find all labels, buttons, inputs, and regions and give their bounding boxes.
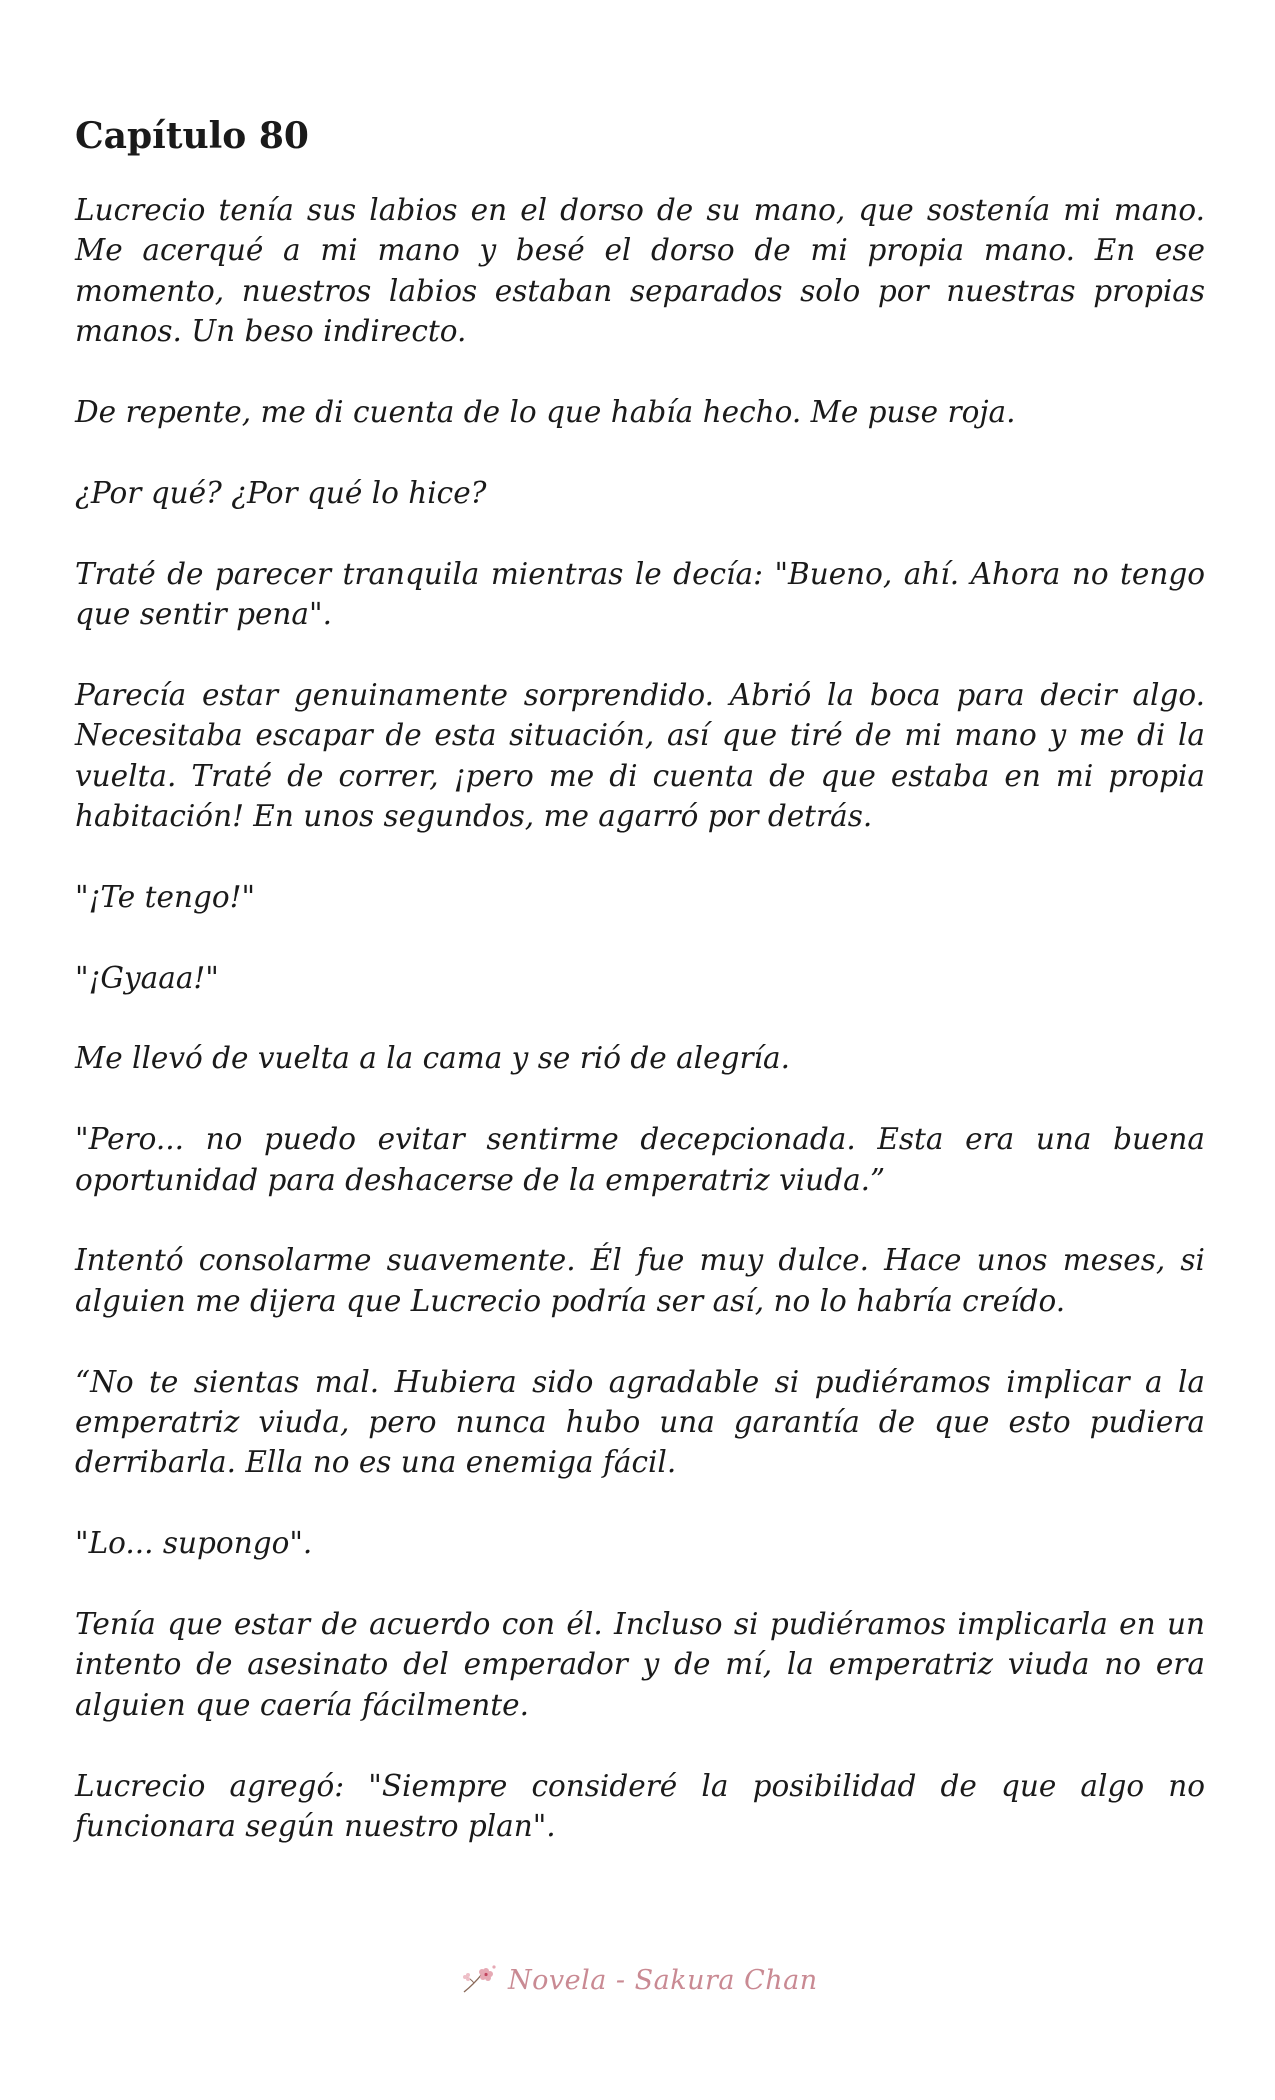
chapter-title: Capítulo 80 <box>75 115 309 157</box>
paragraph: Me llevó de vuelta a la cama y se rió de alegría. <box>75 1041 790 1076</box>
paragraph: Intentó consolarme suavemente. Él fue muy dulce. Hace unos meses, si alguien me dijera que Lucrecio podría ser así, no lo habría creído. <box>75 1243 1205 1318</box>
paragraph: "Pero... no puedo evitar sentirme decepcionada. Esta era una buena oportunidad para deshacerse de la emperatriz viuda.” <box>75 1122 1205 1197</box>
paragraph: "¡Te tengo!" <box>75 879 256 914</box>
paragraph: Parecía estar genuinamente sorprendido. Abrió la boca para decir algo. Necesitaba escapar de esta situación, así que tiré de mi mano y me di la vuelta. Traté de correr, ¡pero me di cuenta de que estaba en mi propia habitación! En unos segundos, me agarró por detrás. <box>75 677 1205 834</box>
paragraph: De repente, me di cuenta de lo que había hecho. Me puse roja. <box>75 395 1016 430</box>
paragraph: Lucrecio agregó: "Siempre consideré la posibilidad de que algo no funcionara según nuestro plan". <box>75 1768 1205 1844</box>
sakura-flower-icon <box>460 1962 500 1998</box>
watermark-text: Novela - Sakura Chan <box>508 1964 818 1996</box>
paragraph: Traté de parecer tranquila mientras le decía: "Bueno, ahí. Ahora no tengo que sentir pena". <box>75 556 1205 632</box>
paragraph: ¿Por qué? ¿Por qué lo hice? <box>75 475 487 510</box>
paragraph: Lucrecio tenía sus labios en el dorso de su mano, que sostenía mi mano. Me acerqué a mi mano y besé el dorso de mi propia mano. En ese momento, nuestros labios estaban separados solo por nuestras propias manos. Un beso indirecto. <box>75 193 1205 349</box>
paragraph: “No te sientas mal. Hubiera sido agradable si pudiéramos implicar a la emperatriz viuda, pero nunca hubo una garantía de que esto pudiera derribarla. Ella no es una enemiga fácil. <box>75 1364 1205 1480</box>
paragraph: "Lo... supongo". <box>75 1526 313 1561</box>
paragraph: Tenía que estar de acuerdo con él. Incluso si pudiéramos implicarla en un intento de asesinato del emperador y de mí, la emperatriz viuda no era alguien que caería fácilmente. <box>75 1607 1205 1722</box>
document-page <box>75 112 1205 1887</box>
watermark <box>460 1962 818 1998</box>
paragraph: "¡Gyaaa!" <box>75 960 219 995</box>
